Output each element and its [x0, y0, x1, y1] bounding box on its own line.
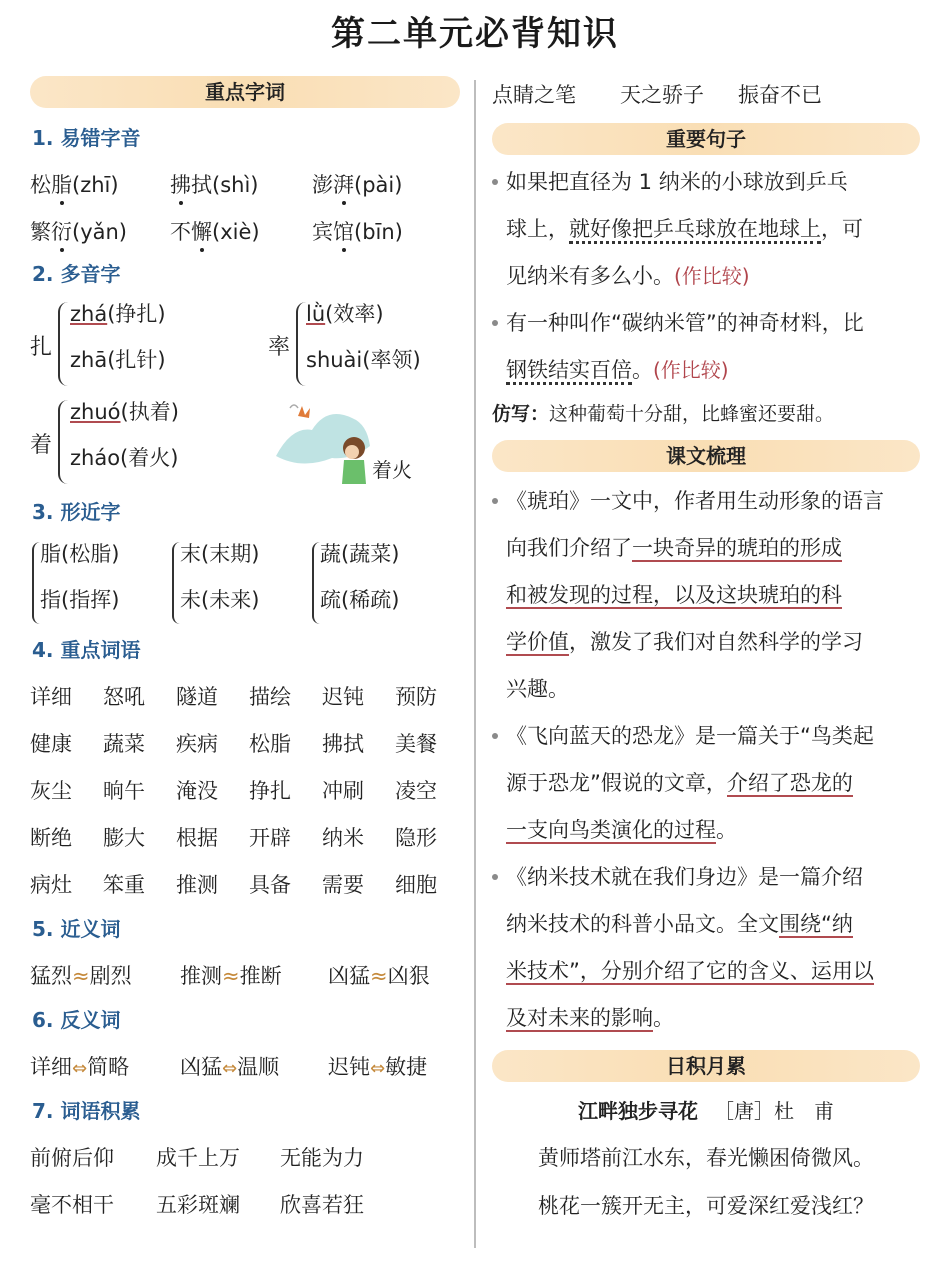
relation-symbol: ≈ [72, 964, 90, 988]
idiom-row-1 [30, 1135, 460, 1182]
poem-line-2: 桃花一簇开无主，可爱深红爱浅红？ [538, 1194, 874, 1218]
key-word: 纳米 [322, 826, 364, 850]
idiom: 振奋不已 [738, 83, 822, 107]
key-word: 具备 [249, 873, 291, 897]
word-pair: 猛烈≈剧烈 [30, 964, 132, 988]
relation-symbol: ⇔ [370, 1058, 386, 1079]
review-line: 《纳米技术就在我们身边》是一篇介绍 [506, 865, 863, 889]
similar-char: 未(未来) [180, 588, 260, 612]
key-word: 拂拭 [322, 732, 364, 756]
key-word: 疾病 [176, 732, 218, 756]
polyphone-reading: zhā(扎针) [70, 348, 166, 372]
relation-symbol: ≈ [370, 964, 388, 988]
word-pair: 凶猛⇔温顺 [180, 1055, 280, 1079]
banner-daily-accumulation: 日积月累 [492, 1050, 920, 1082]
heading-synonyms: 5. 近义词 [32, 917, 121, 941]
review-line: 一支向鸟类演化的过程。 [506, 818, 737, 842]
idioms-line [492, 72, 920, 119]
similar-char-group [32, 536, 172, 632]
idiom-row-2 [30, 1182, 460, 1229]
poem-heading [492, 1088, 920, 1134]
idiom: 毫不相干 [30, 1193, 114, 1217]
sentence-line: 球上，就好像把乒乓球放在地球上，可 [506, 206, 920, 253]
review-line: 《飞向蓝天的恐龙》是一篇关于“鸟类起 [506, 724, 874, 748]
sentence-line: 钢铁结实百倍。(作比较) [506, 347, 920, 394]
relation-symbol: ⇔ [222, 1058, 238, 1079]
key-word: 怒吼 [103, 685, 145, 709]
key-word: 描绘 [249, 685, 291, 709]
polyphone-char-lv: 率 [268, 335, 291, 360]
dotted-char: 馆 [333, 209, 354, 256]
pronunciation-item: 松脂(zhī) [30, 162, 119, 209]
rhetoric-note: (作比较) [653, 358, 729, 382]
imitation-line: 仿写：这种葡萄十分甜，比蜂蜜还要甜。 [492, 403, 835, 425]
antonyms-row [30, 1044, 460, 1091]
key-word: 断绝 [30, 826, 72, 850]
key-word: 预防 [395, 685, 437, 709]
pronunciation-row [30, 162, 460, 209]
key-word: 笨重 [103, 873, 145, 897]
key-word: 灰尘 [30, 779, 72, 803]
synonyms-row [30, 953, 460, 1000]
polyphone-reading: shuài(率领) [306, 348, 421, 372]
pronunciation-item: 澎湃(pài) [312, 162, 402, 209]
relation-symbol: ≈ [222, 964, 240, 988]
key-word: 凌空 [395, 779, 437, 803]
key-word: 推测 [176, 873, 218, 897]
key-word: 根据 [176, 826, 218, 850]
banner-important-sentences: 重要句子 [492, 123, 920, 155]
similar-char-group [172, 536, 312, 632]
pronunciation-item: 不懈(xiè) [170, 209, 260, 256]
banner-text-review: 课文梳理 [492, 440, 920, 472]
similar-char: 蔬(蔬菜) [320, 542, 400, 566]
poem-title: 江畔独步寻花 [578, 1099, 698, 1123]
pronunciation-row [30, 209, 460, 256]
right-column [492, 72, 920, 1230]
key-word: 蔬菜 [103, 732, 145, 756]
brace [58, 302, 70, 386]
key-word: 开辟 [249, 826, 291, 850]
key-word: 健康 [30, 732, 72, 756]
heading-polyphones: 2. 多音字 [32, 262, 121, 286]
sentence-line: 有一种叫作“碳纳米管”的神奇材料，比 [506, 311, 864, 335]
pronunciation-item: 繁衍(yǎn) [30, 209, 127, 256]
sentence-item-1 [492, 159, 920, 300]
review-line: 及对未来的影响。 [506, 1006, 674, 1030]
idiom: 前俯后仰 [30, 1146, 114, 1170]
idiom: 无能为力 [280, 1146, 364, 1170]
pronunciation-item: 宾馆(bīn) [312, 209, 403, 256]
heading-key-words: 4. 重点词语 [32, 638, 141, 662]
heading-antonyms: 6. 反义词 [32, 1008, 121, 1032]
idiom: 天之骄子 [620, 83, 704, 107]
similar-char: 脂(松脂) [40, 542, 120, 566]
key-word: 需要 [322, 873, 364, 897]
key-words-grid [30, 674, 460, 909]
key-word: 挣扎 [249, 779, 291, 803]
illustration-caption: 着火 [372, 458, 412, 482]
similar-char: 疏(稀疏) [320, 588, 400, 612]
polyphone-reading: lǜ(效率) [306, 302, 384, 326]
relation-symbol: ⇔ [72, 1058, 88, 1079]
dotted-char: 衍 [51, 209, 72, 256]
polyphone-reading: zhá(挣扎) [70, 302, 166, 326]
sentence-item-2 [492, 300, 920, 394]
key-word: 松脂 [249, 732, 291, 756]
similar-char-group [312, 536, 452, 632]
dotted-char: 湃 [333, 162, 354, 209]
dotted-char: 脂 [51, 162, 72, 209]
brace [58, 400, 70, 484]
column-divider [474, 80, 476, 1248]
heading-similar-chars: 3. 形近字 [32, 500, 121, 524]
key-word: 病灶 [30, 873, 72, 897]
review-item-3 [492, 854, 920, 1042]
polyphone-char-zhuo: 着 [30, 433, 53, 458]
review-item-1 [492, 478, 920, 713]
page-title: 第二单元必背知识 [331, 14, 619, 54]
idiom: 成千上万 [156, 1146, 240, 1170]
review-line: 米技术”，分别介绍了它的含义、运用以 [506, 959, 874, 983]
review-item-2 [492, 713, 920, 854]
heading-word-accumulation: 7. 词语积累 [32, 1099, 141, 1123]
idiom: 五彩斑斓 [156, 1193, 240, 1217]
pronunciation-list [30, 162, 460, 256]
word-pair: 凶猛≈凶狠 [328, 964, 430, 988]
key-word: 冲刷 [322, 779, 364, 803]
key-word: 隧道 [176, 685, 218, 709]
left-column [30, 76, 460, 1229]
polyphone-reading: zhuó(执着) [70, 400, 179, 424]
key-word: 淹没 [176, 779, 218, 803]
similar-chars-row [30, 536, 460, 632]
word-pair: 推测≈推断 [180, 964, 282, 988]
word-pair: 迟钝⇔敏捷 [328, 1055, 428, 1079]
rhetoric-note: (作比较) [674, 264, 750, 288]
key-word: 美餐 [395, 732, 437, 756]
poem-line-1: 黄师塔前江水东，春光懒困倚微风。 [538, 1146, 874, 1170]
sentence-line: 见纳米有多么小。(作比较) [506, 264, 750, 288]
key-word: 膨大 [103, 826, 145, 850]
dotted-char: 懈 [191, 209, 212, 256]
poem-author: ［唐］杜 甫 [714, 1099, 834, 1123]
fire-illustration [272, 396, 422, 492]
similar-char: 指(指挥) [40, 588, 120, 612]
review-line: 纳米技术的科普小品文。全文围绕“纳 [506, 912, 853, 936]
review-line: 源于恐龙”假说的文章，介绍了恐龙的 [506, 771, 853, 795]
dotted-char: 拂 [170, 162, 191, 209]
idiom: 欣喜若狂 [280, 1193, 364, 1217]
similar-char: 末(末期) [180, 542, 260, 566]
review-line: 和被发现的过程，以及这块琥珀的科 [506, 583, 842, 607]
heading-pronunciation: 1. 易错字音 [32, 126, 141, 150]
polyphone-block-1 [30, 298, 460, 394]
key-word: 细胞 [395, 873, 437, 897]
key-word: 隐形 [395, 826, 437, 850]
sentence-line: 如果把直径为 1 纳米的小球放到乒乓 [506, 170, 848, 194]
word-pair: 详细⇔简略 [30, 1055, 130, 1079]
polyphone-block-2 [30, 396, 460, 492]
review-line: 学价值，激发了我们对自然科学的学习 [506, 630, 863, 654]
key-word: 详细 [30, 685, 72, 709]
polyphone-char-zha: 扎 [30, 335, 53, 360]
key-word: 迟钝 [322, 685, 364, 709]
review-line: 《琥珀》一文中，作者用生动形象的语言 [506, 489, 884, 513]
review-line: 向我们介绍了一块奇异的琥珀的形成 [506, 536, 842, 560]
banner-key-words: 重点字词 [30, 76, 460, 108]
pronunciation-item: 拂拭(shì) [170, 162, 258, 209]
key-word: 晌午 [103, 779, 145, 803]
review-line: 兴趣。 [506, 677, 569, 701]
idiom: 点睛之笔 [492, 83, 576, 107]
polyphone-reading: zháo(着火) [70, 446, 179, 470]
